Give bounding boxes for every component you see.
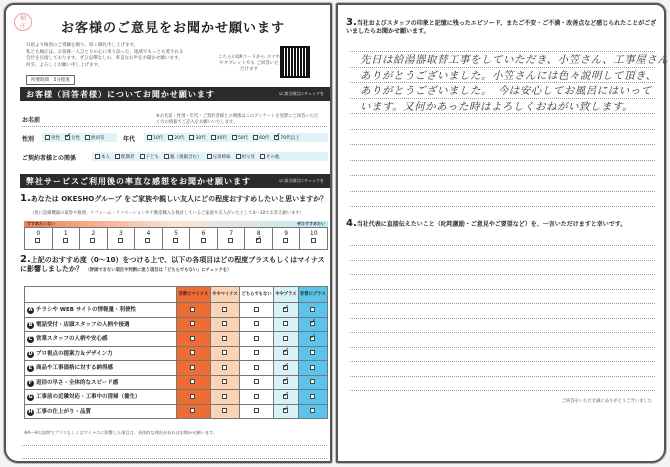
age-options [144, 133, 328, 142]
column-header: どちらでもない [240, 287, 274, 303]
rating-cell[interactable] [298, 332, 327, 347]
option-label: 親（義親含む） [170, 154, 202, 160]
checkbox[interactable] [85, 135, 90, 140]
option-gender[interactable] [85, 135, 105, 141]
checkbox[interactable] [283, 321, 288, 326]
rating-cell[interactable] [240, 346, 274, 361]
checkbox[interactable] [232, 135, 237, 140]
question-2 [20, 255, 330, 275]
checkbox[interactable] [222, 336, 227, 341]
checkbox[interactable] [236, 154, 241, 159]
checkbox[interactable] [260, 154, 265, 159]
intro-line: 何卒、よろしくお願い申し上げます。 [26, 62, 103, 68]
option-label: 祖父母 [241, 154, 255, 160]
checkbox[interactable] [45, 135, 50, 140]
answer-line[interactable] [350, 160, 655, 161]
answer-line[interactable] [350, 376, 655, 377]
rating-cell[interactable] [210, 317, 239, 332]
checkbox[interactable] [189, 135, 194, 140]
scale-value: 2 [91, 230, 96, 237]
option-label: 配偶者 [121, 154, 135, 160]
checkbox[interactable] [283, 365, 288, 370]
checkbox[interactable] [207, 154, 212, 159]
survey-left-page [4, 3, 332, 463]
table-row [25, 361, 328, 376]
checkbox[interactable] [145, 238, 150, 243]
qr-code-icon[interactable] [282, 48, 308, 76]
checkbox[interactable] [190, 408, 195, 413]
question-text: 上記のおすすめ度（0〜10）をつける上で、以下の各項目はどの程度プラスもしくはマイナスに影響しましたか？ [20, 256, 325, 273]
row-label [25, 390, 177, 405]
row-text: 工事前の近隣対応・工事中の清掃（養生） [36, 394, 141, 401]
comment-line[interactable] [22, 445, 327, 446]
checkbox[interactable] [190, 336, 195, 341]
question-number: 1. [20, 193, 31, 204]
row-text: 営業スタッフの人柄や安心感 [36, 336, 108, 343]
question-4 [346, 218, 661, 229]
table-row [25, 390, 328, 405]
rating-cell[interactable] [210, 375, 239, 390]
rating-cell[interactable] [210, 303, 239, 318]
table-row [25, 346, 328, 361]
option-relations[interactable] [260, 154, 280, 160]
checkbox[interactable] [283, 350, 288, 355]
scale-high-label: ぜひすすめたい [296, 221, 325, 226]
rating-cell[interactable] [210, 346, 239, 361]
scale-value: 5 [174, 230, 178, 237]
option-label: 兄弟姉妹 [212, 154, 231, 160]
rating-cell[interactable] [274, 303, 299, 318]
scale-value: 4 [146, 230, 151, 237]
section-hint: ☑ 該当項目にチェックを [279, 91, 324, 96]
rating-cell[interactable] [177, 361, 211, 376]
scale-value: 0 [36, 230, 41, 237]
page-title: お客様のご意見をお聞かせ願います [61, 21, 286, 36]
rating-cell[interactable] [274, 361, 299, 376]
checkbox[interactable] [310, 365, 315, 370]
column-header: ややプラス [274, 287, 299, 303]
rating-cell[interactable] [240, 361, 274, 376]
row-id-badge: C [28, 336, 33, 343]
rating-cell[interactable] [298, 346, 327, 361]
question-number: 4. [346, 218, 357, 229]
column-header: 非常にプラス [298, 287, 327, 303]
intro-line: 会社を目指しております。ぜひ忌憚なしの、率直なお声をお聞かせ願います。 [26, 56, 183, 61]
impact-table [24, 286, 328, 419]
answer-line[interactable] [350, 361, 655, 362]
rating-cell[interactable] [298, 390, 327, 405]
checkbox[interactable] [190, 379, 195, 384]
intro-line: 私ども桶庄は、お客様一人ひとりの心に寄り添った、地域でもっとも愛される [26, 49, 184, 55]
option-relations[interactable] [207, 154, 231, 160]
row-label [25, 317, 177, 332]
name-note: ※お名前・性別・年代・ご契約者様との関係はこのアンケートを実際にご回答いただく方の情報でご記入をお願いいたします。 [156, 114, 319, 125]
answer-line[interactable] [350, 347, 655, 348]
row-label [25, 361, 177, 376]
checkbox[interactable] [95, 154, 100, 159]
checkbox[interactable] [222, 350, 227, 355]
checkbox[interactable] [254, 394, 259, 399]
rating-cell[interactable] [210, 390, 239, 405]
section-respondent-header [20, 87, 330, 101]
rating-cell[interactable] [240, 390, 274, 405]
checkbox[interactable] [254, 307, 259, 312]
option-label: 本人 [101, 154, 110, 160]
rating-cell[interactable] [240, 332, 274, 347]
table-corner [25, 287, 177, 303]
rating-cell[interactable] [177, 390, 211, 405]
checkbox[interactable] [190, 350, 195, 355]
answer-line[interactable] [350, 260, 655, 261]
answer-line[interactable] [350, 206, 655, 207]
thank-you-text: ご回答をいただき誠にありがとうございました [561, 399, 652, 404]
rating-cell[interactable] [274, 404, 299, 419]
option-ages[interactable] [232, 135, 248, 141]
intro-line: 日頃より格別のご愛顧を賜り、厚く御礼申し上げます。 [26, 43, 139, 48]
row-id-badge: B [28, 321, 33, 328]
gender-options [42, 133, 117, 142]
scale-value: 1 [63, 230, 68, 237]
checkbox[interactable] [283, 379, 288, 384]
checkbox[interactable] [254, 350, 259, 355]
rating-cell[interactable] [298, 375, 327, 390]
answer-line[interactable] [350, 390, 655, 391]
rating-cell[interactable] [274, 346, 299, 361]
option-relations[interactable] [140, 154, 160, 160]
relation-options [92, 152, 328, 161]
rating-cell[interactable] [240, 375, 274, 390]
checkbox[interactable] [310, 321, 315, 326]
comment-line[interactable] [22, 458, 327, 459]
relation-label: ご契約者様との関係 [22, 155, 77, 162]
checkbox[interactable] [140, 154, 145, 159]
option-label: 50代 [237, 135, 249, 141]
rating-cell[interactable] [177, 375, 211, 390]
checkbox[interactable] [168, 135, 173, 140]
checkbox[interactable] [222, 379, 227, 384]
answer-line[interactable] [350, 303, 655, 304]
checkbox[interactable] [254, 365, 259, 370]
question-number: 2. [20, 254, 31, 265]
checkbox[interactable] [222, 394, 227, 399]
checkbox[interactable] [253, 135, 258, 140]
checkbox[interactable] [310, 379, 315, 384]
rating-cell[interactable] [210, 361, 239, 376]
checkbox[interactable] [311, 238, 316, 243]
section-title: 弊社サービスご利用後の率直な感想をお聞かせ願います [26, 177, 251, 186]
option-label: その他 [266, 154, 280, 160]
checkbox[interactable] [283, 408, 288, 413]
scale-option[interactable] [245, 228, 273, 249]
scale-option[interactable] [80, 228, 108, 249]
checkbox[interactable] [283, 336, 288, 341]
checkbox[interactable] [274, 135, 279, 140]
scale-value: 6 [201, 230, 206, 237]
rating-cell[interactable] [240, 303, 274, 318]
section-title: お客様（回答者様）についてお聞かせ願います [26, 90, 215, 99]
row-id-badge: A [28, 307, 33, 314]
answer-line[interactable] [350, 289, 655, 290]
checkbox[interactable] [222, 365, 227, 370]
checkbox[interactable] [147, 135, 152, 140]
checkbox[interactable] [173, 238, 178, 243]
answer-line[interactable] [350, 129, 655, 130]
recommend-scale [24, 221, 328, 250]
rating-cell[interactable] [210, 404, 239, 419]
rating-cell[interactable] [240, 317, 274, 332]
option-gender[interactable] [65, 135, 80, 141]
checkbox[interactable] [115, 154, 120, 159]
table-row [25, 375, 328, 390]
rating-cell[interactable] [210, 332, 239, 347]
scale-option[interactable] [25, 228, 53, 249]
table-row [25, 404, 328, 419]
scale-value: 3 [119, 230, 123, 237]
row-label [25, 346, 177, 361]
question-text: 当社およびスタッフの印象と記憶に残ったエピソード、またご不安・ご不満・改善点など感じられたことがございましたらお聞かせ願います。 [346, 20, 657, 35]
checkbox[interactable] [310, 336, 315, 341]
option-label: 60代 [259, 135, 270, 141]
row-label [25, 332, 177, 347]
row-id-badge: D [28, 350, 33, 357]
checkbox[interactable] [254, 321, 259, 326]
answer-line[interactable] [350, 144, 655, 145]
row-id-badge: E [28, 365, 33, 372]
rating-cell[interactable] [274, 390, 299, 405]
rating-cell[interactable] [240, 404, 274, 419]
handwritten-answer-line: ありがとうございました。 今は安心してお風呂にはいって [360, 85, 652, 97]
checkbox[interactable] [211, 135, 216, 140]
question-1 [20, 193, 327, 204]
option-label: 20代 [174, 135, 185, 141]
row-label [25, 404, 177, 419]
rating-cell[interactable] [177, 332, 211, 347]
rating-cell[interactable] [274, 332, 299, 347]
survey-right-page [336, 3, 669, 463]
row-text: 返信の早さ・全体的なスピード感 [36, 379, 119, 386]
logo-stamp: 桶 庄 [14, 13, 32, 31]
checkbox[interactable] [201, 238, 206, 243]
option-label: 女性 [71, 135, 80, 141]
rating-cell[interactable] [177, 303, 211, 318]
option-relations[interactable] [164, 154, 202, 160]
section-hint: ☑ 該当項目にチェックを [279, 178, 324, 183]
scale-option[interactable] [218, 228, 246, 249]
scale-cells [24, 227, 328, 250]
checkbox[interactable] [222, 321, 227, 326]
checkbox[interactable] [228, 238, 233, 243]
row-text: チラシや WEB サイトの情報量・利便性 [36, 307, 136, 314]
section-feedback-header [20, 174, 330, 188]
intro-text [26, 43, 226, 69]
rating-cell[interactable] [298, 317, 327, 332]
option-relations[interactable] [115, 154, 135, 160]
rating-cell[interactable] [274, 375, 299, 390]
age-label: 年代 [123, 136, 136, 143]
rating-cell[interactable] [177, 404, 211, 419]
option-ages[interactable] [168, 135, 184, 141]
option-relations[interactable] [236, 154, 256, 160]
handwritten-answer-line: ありがとうございました。小笠さんには色々説明して頂き、 [360, 69, 657, 82]
option-ages[interactable] [147, 135, 163, 141]
checkbox[interactable] [254, 379, 259, 384]
answer-line[interactable] [350, 332, 655, 333]
checkbox[interactable] [63, 238, 68, 243]
checkbox[interactable] [283, 307, 288, 312]
option-ages[interactable] [253, 135, 269, 141]
qr-text: こちらのQRコードから スマホやタブレットでも ご回答いただけます [218, 55, 281, 72]
option-label: 無回答 [91, 135, 105, 141]
question-3 [346, 19, 661, 36]
checkbox[interactable] [283, 394, 288, 399]
table-row [25, 317, 328, 332]
checkbox[interactable] [222, 408, 227, 413]
row-id-badge: H [28, 408, 33, 415]
checkbox[interactable] [90, 238, 95, 243]
checkbox[interactable] [310, 350, 315, 355]
column-header: ややマイナス [210, 287, 239, 303]
question-2-sub: （評価できない項目や判断に迷う項目は「どちらでもない」にチェックを） [85, 268, 232, 273]
scale-option[interactable] [108, 228, 136, 249]
rating-cell[interactable] [298, 303, 327, 318]
row-text: 工事の仕上がり・品質 [36, 408, 92, 415]
row-text: プロ視点の提案力＆デザイン力 [36, 350, 113, 357]
answer-line[interactable] [350, 245, 655, 246]
checkbox[interactable] [310, 394, 315, 399]
checkbox[interactable] [190, 365, 195, 370]
checkbox[interactable] [310, 408, 315, 413]
row-text: 商品や工事価格に対する納得感 [36, 365, 114, 372]
scale-option[interactable] [300, 228, 327, 249]
option-label: 10代 [153, 135, 164, 141]
scale-value: 10 [309, 230, 318, 237]
checkbox[interactable] [254, 336, 259, 341]
scale-option[interactable] [163, 228, 191, 249]
answer-line[interactable] [350, 274, 655, 275]
scale-option[interactable] [53, 228, 81, 249]
rating-cell[interactable] [274, 317, 299, 332]
row-id-badge: G [28, 394, 33, 401]
option-label: 70代以上 [280, 135, 300, 141]
checkbox[interactable] [310, 307, 315, 312]
option-label: 男性 [51, 135, 60, 141]
rating-cell[interactable] [177, 346, 211, 361]
row-text: 電話受付・店頭スタッフの人柄や接遇 [36, 321, 130, 328]
option-gender[interactable] [45, 135, 60, 141]
question-number: 3. [346, 17, 357, 28]
question-1-sub: （仮に設備機器の取替や修理、リフォーム・リノベーションや不動産購入を検討しているご家族や友人がいたとして0〜10でお答え願います） [30, 211, 304, 216]
table-row [25, 332, 328, 347]
gender-label: 性別 [22, 136, 35, 143]
checkbox[interactable] [65, 135, 70, 140]
table-note: ※A〜Hの設問でプラスもしくはマイナスに影響した項目は、具体的な理由があればお聞かせ願います。 [24, 430, 218, 435]
name-field[interactable] [22, 126, 327, 127]
answer-line[interactable] [350, 175, 655, 176]
scale-option[interactable] [190, 228, 218, 249]
scale-value: 9 [284, 230, 289, 237]
option-label: 40代 [216, 135, 227, 141]
checkbox[interactable] [164, 154, 169, 159]
option-ages[interactable] [189, 135, 205, 141]
time-required: 所要時間 5分程度 [26, 75, 75, 85]
question-text: 当社代表に直接伝えたいこと（叱咤激励・ご意見やご要望など）を、一言いただけますと幸いです。 [356, 221, 627, 228]
question-text: あなたは OKESHOグループ をご家族や親しい友人にどの程度おすすめしたいと思いますか？ [30, 195, 328, 203]
rating-cell[interactable] [177, 317, 211, 332]
option-relations[interactable] [95, 154, 110, 160]
checkbox[interactable] [283, 238, 288, 243]
name-label: お名前 [22, 117, 41, 124]
checkbox[interactable] [118, 238, 123, 243]
checkbox[interactable] [190, 307, 195, 312]
option-ages[interactable] [274, 135, 299, 141]
option-ages[interactable] [211, 135, 227, 141]
row-label [25, 303, 177, 318]
table-row [25, 303, 328, 318]
answer-line[interactable] [350, 318, 655, 319]
option-label: 子ども [145, 154, 159, 160]
handwritten-answer-line: 先日は給湯器取替工事をしていただき、小笠さん、工事屋さん [360, 54, 669, 66]
checkbox[interactable] [35, 238, 40, 243]
checkbox[interactable] [190, 321, 195, 326]
checkbox[interactable] [256, 238, 261, 243]
row-id-badge: F [28, 379, 33, 386]
scale-option[interactable] [273, 228, 301, 249]
scale-low-label: すすめたくない [27, 221, 56, 226]
rating-cell[interactable] [298, 361, 327, 376]
handwritten-answer-line: います。又何かあった時はよろしくおねがい致します。 [360, 100, 634, 113]
row-label [25, 375, 177, 390]
checkbox[interactable] [222, 307, 227, 312]
answer-line[interactable] [350, 191, 655, 192]
scale-option[interactable] [135, 228, 163, 249]
checkbox[interactable] [190, 394, 195, 399]
checkbox[interactable] [254, 408, 259, 413]
scale-value: 7 [229, 230, 234, 237]
rating-cell[interactable] [298, 404, 327, 419]
column-header: 非常にマイナス [177, 287, 211, 303]
option-label: 30代 [195, 135, 206, 141]
